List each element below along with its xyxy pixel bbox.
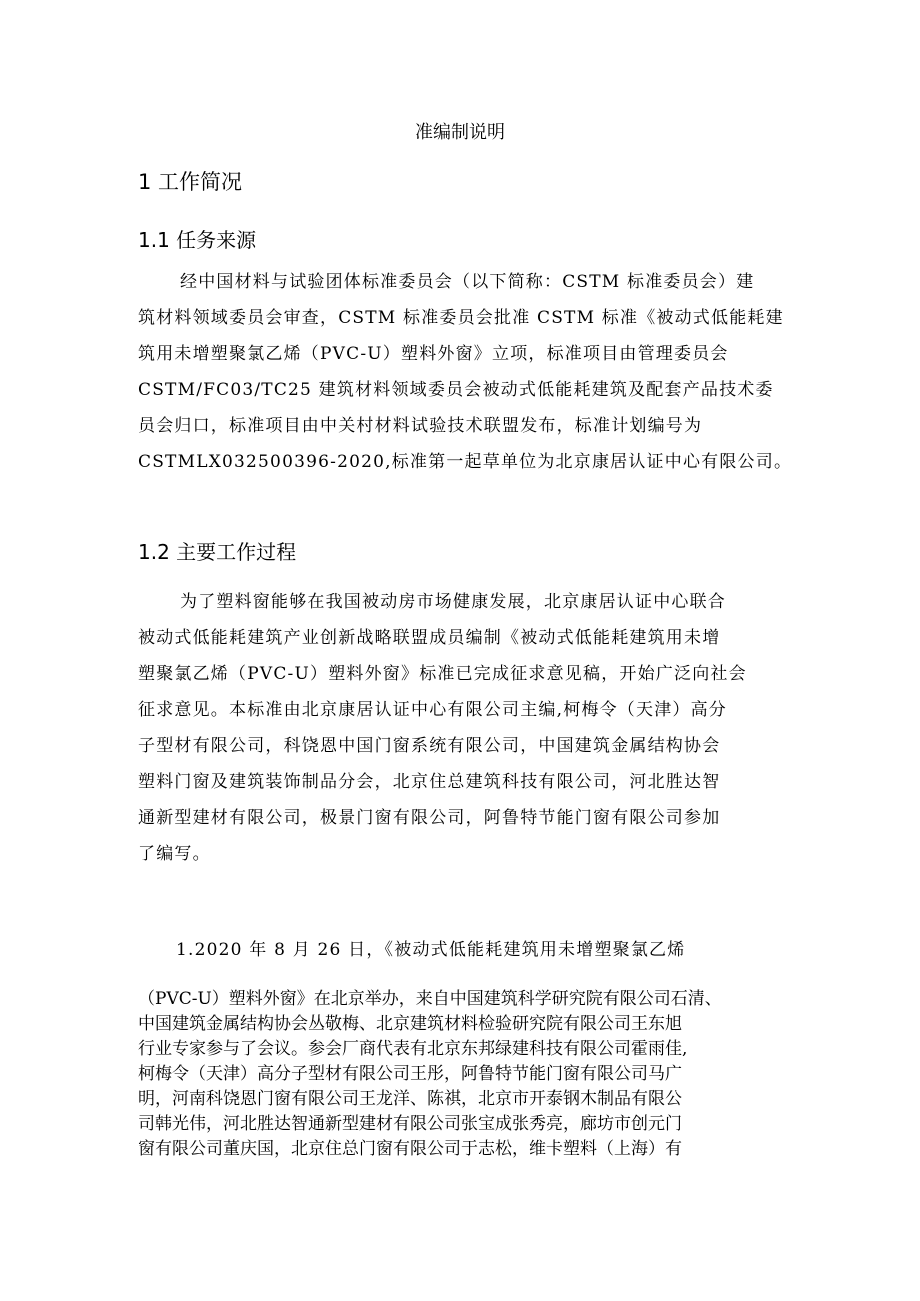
paragraph-line: 行业专家参与了会议。参会厂商代表有北京东邦绿建科技有限公司霍雨佳,: [138, 1039, 688, 1059]
paragraph-line: 筑材料领域委员会审查，CSTM 标准委员会批准 CSTM 标准《被动式低能耗建: [138, 308, 784, 328]
paragraph-main-process: [138, 584, 788, 872]
paragraph-task-source: [138, 264, 793, 480]
paragraph-line: 经中国材料与试验团体标准委员会（以下简称：CSTM 标准委员会）建: [180, 272, 755, 292]
paragraph-meeting-details: [138, 987, 798, 1162]
paragraph-line: CSTM/FC03/TC25 建筑材料领域委员会被动式低能耗建筑及配套产品技术委: [138, 380, 774, 400]
section-heading-work-overview: 1 工作简况: [138, 170, 243, 194]
paragraph-line: 被动式低能耗建筑产业创新战略联盟成员编制《被动式低能耗建筑用未增: [138, 628, 721, 648]
section-heading-task-source: 1.1 任务来源: [138, 228, 257, 252]
paragraph-line: 塑聚氯乙烯（PVC-U）塑料外窗》标准已完成征求意见稿，开始广泛向社会: [138, 664, 747, 684]
paragraph-line: 征求意见。本标准由北京康居认证中心有限公司主编,柯梅令（天津）高分: [138, 700, 728, 720]
document-title: 准编制说明: [415, 122, 505, 143]
paragraph-line: 司韩光伟，河北胜达智通新型建材有限公司张宝成张秀亮，廊坊市创元门: [138, 1114, 682, 1134]
paragraph-line: 窗有限公司董庆国，北京住总门窗有限公司于志松，维卡塑料（上海）有: [138, 1139, 682, 1159]
paragraph-line: （PVC-U）塑料外窗》在北京举办，来自中国建筑科学研究院有限公司石清、: [138, 989, 722, 1009]
paragraph-line: 为了塑料窗能够在我国被动房市场健康发展，北京康居认证中心联合: [180, 592, 726, 612]
paragraph-line: 员会归口，标准项目由中关村材料试验技术联盟发布，标准计划编号为: [138, 416, 703, 436]
paragraph-line: 中国建筑金属结构协会丛敬梅、北京建筑材料检验研究院有限公司王东旭: [138, 1014, 682, 1034]
paragraph-line: 筑用未增塑聚氯乙烯（PVC-U）塑料外窗》立项，标准项目由管理委员会: [138, 344, 729, 364]
paragraph-line: CSTMLX032500396-2020,标准第一起草单位为北京康居认证中心有限公司。: [138, 452, 793, 472]
paragraph-line: 通新型建材有限公司，极景门窗有限公司，阿鲁特节能门窗有限公司参加: [138, 808, 721, 828]
paragraph-line: 明，河南科饶恩门窗有限公司王龙洋、陈祺，北京市开泰钢木制品有限公: [138, 1089, 682, 1109]
paragraph-line: 了编写。: [138, 844, 211, 864]
paragraph-line: 子型材有限公司，科饶恩中国门窗系统有限公司，中国建筑金属结构协会: [138, 736, 721, 756]
section-heading-main-process: 1.2 主要工作过程: [138, 540, 297, 564]
list-item-meeting: 1.2020 年 8 月 26 日，《被动式低能耗建筑用未增塑聚氯乙烯: [176, 940, 686, 960]
paragraph-line: 柯梅令（天津）高分子型材有限公司王彤，阿鲁特节能门窗有限公司马广: [138, 1064, 682, 1084]
paragraph-line: 塑料门窗及建筑装饰制品分会，北京住总建筑科技有限公司，河北胜达智: [138, 772, 721, 792]
